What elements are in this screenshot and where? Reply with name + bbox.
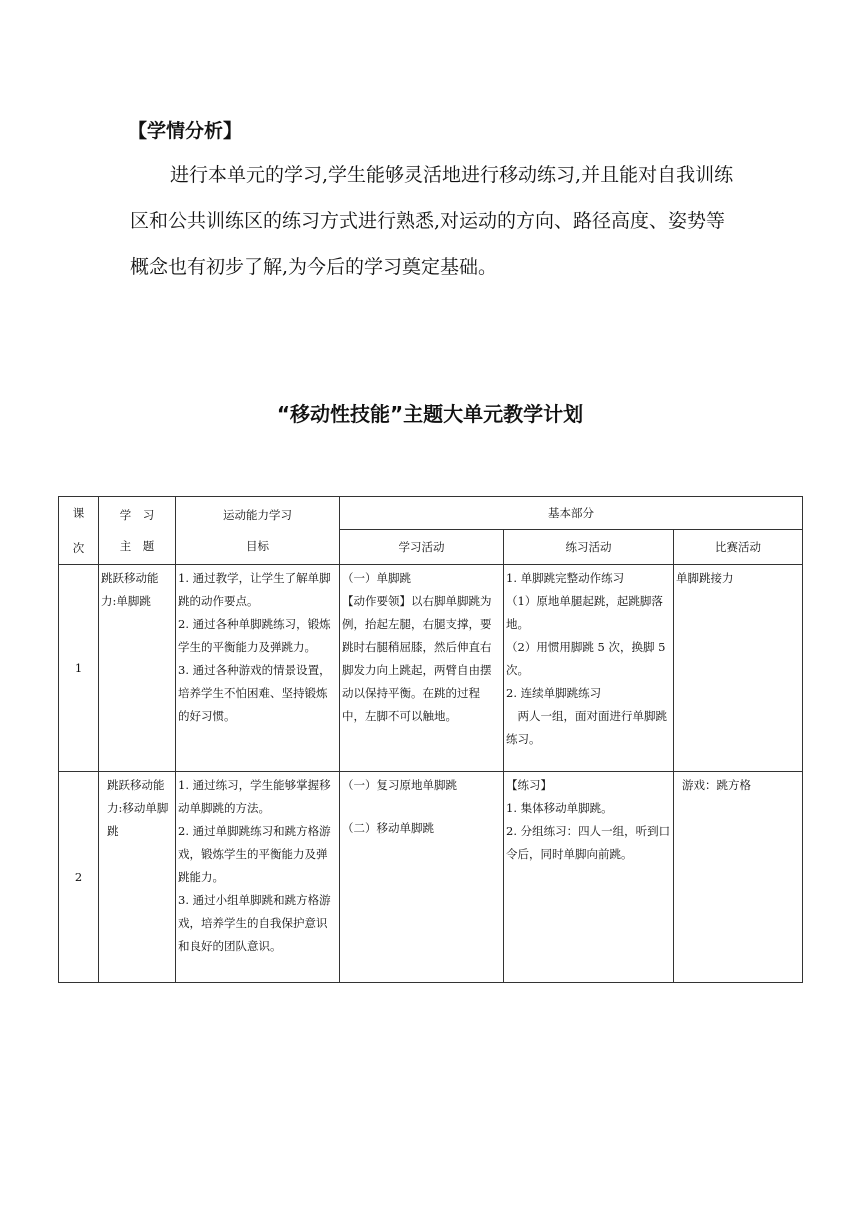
goal-item: 3. 通过小组单脚跳和跳方格游戏，培养学生的自我保护意识和良好的团队意识。: [178, 893, 331, 953]
header-goal: 运动能力学习 目标: [176, 497, 340, 565]
section-heading: 【学情分析】: [128, 120, 243, 142]
practice-item: 两人一组，面对面进行单脚跳练习。: [506, 709, 667, 746]
lesson-number: 2: [59, 772, 99, 983]
header-row-top: [59, 497, 803, 530]
header-learning-activity: 学习活动: [340, 530, 504, 565]
activity-item: （一）单脚跳: [342, 571, 411, 585]
goal-item: 1. 通过教学，让学生了解单脚跳的动作要点。: [178, 571, 331, 608]
activity-item: （二）移动单脚跳: [342, 821, 434, 835]
practice-item: 1. 单脚跳完整动作练习: [506, 571, 625, 585]
practice-item: （2）用惯用脚跳 5 次，换脚 5 次。: [506, 640, 666, 677]
practice-activity: [504, 772, 674, 983]
goal-item: 3. 通过各种游戏的情景设置，培养学生不怕困难、坚持锻炼的好习惯。: [178, 663, 331, 723]
lesson-goals: [176, 565, 340, 772]
lesson-topic: 跳跃移动能力:单脚跳: [99, 565, 176, 772]
learning-activity: [340, 565, 504, 772]
practice-activity: [504, 565, 674, 772]
activity-item: 【动作要领】以右脚单脚跳为例，抬起左腿，右腿支撑，要跳时右腿稍屈膝，然后伸直右脚发力向上跳起，两臂自由摆动以保持平衡。在跳的过程中，左脚不可以触地。: [342, 594, 492, 723]
table-row: [59, 565, 803, 772]
header-practice-activity: 练习活动: [504, 530, 674, 565]
practice-item: 【练习】: [506, 778, 552, 792]
practice-item: 2. 分组练习：四人一组，听到口令后，同时单脚向前跳。: [506, 824, 671, 861]
goal-item: 2. 通过单脚跳练习和跳方格游戏，锻炼学生的平衡能力及弹跳能力。: [178, 824, 331, 884]
header-lesson: 课 次: [59, 497, 99, 565]
activity-item: （一）复习原地单脚跳: [342, 778, 457, 792]
practice-item: （1）原地单腿起跳，起跳脚落地。: [506, 594, 663, 631]
plan-title: “移动性技能”主题大单元教学计划: [276, 402, 584, 426]
lesson-goals: [176, 772, 340, 983]
competition-activity: 游戏：跳方格: [674, 772, 803, 983]
lesson-number: 1: [59, 565, 99, 772]
header-topic: 学 习 主 题: [99, 497, 176, 565]
header-competition-activity: 比赛活动: [674, 530, 803, 565]
goal-item: 1. 通过练习，学生能够掌握移动单脚跳的方法。: [178, 778, 331, 815]
learning-activity: [340, 772, 504, 983]
goal-item: 2. 通过各种单脚跳练习，锻炼学生的平衡能力及弹跳力。: [178, 617, 331, 654]
header-basic-part: 基本部分: [340, 497, 803, 530]
lesson-topic: 跳跃移动能力:移动单脚跳: [99, 772, 176, 983]
practice-item: 1. 集体移动单脚跳。: [506, 801, 613, 815]
competition-activity: 单脚跳接力: [674, 565, 803, 772]
table-row: [59, 772, 803, 983]
teaching-plan-table: [58, 496, 803, 983]
practice-item: 2. 连续单脚跳练习: [506, 686, 602, 700]
analysis-paragraph: 进行本单元的学习,学生能够灵活地进行移动练习,并且能对自我训练区和公共训练区的练习方式进行熟悉,对运动的方向、路径高度、姿势等概念也有初步了解,为今后的学习奠定基础。: [130, 164, 734, 278]
